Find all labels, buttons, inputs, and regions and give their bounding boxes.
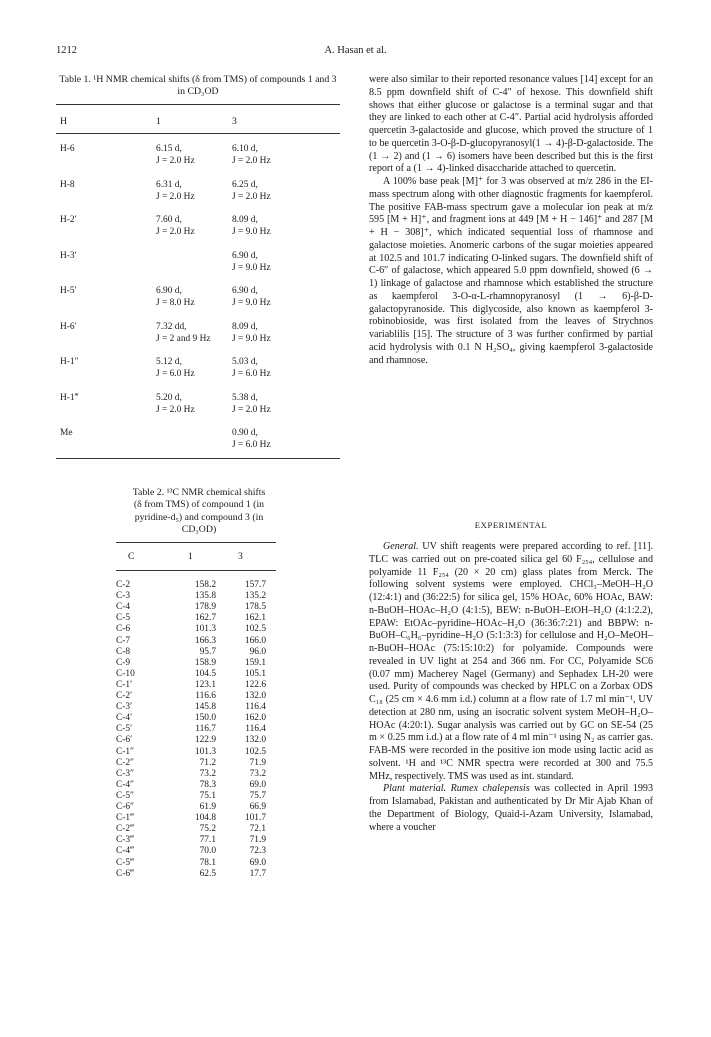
table2-cell-compound3: 162.1	[244, 613, 266, 624]
plant-label: Plant material.	[383, 783, 447, 795]
table2-cell-compound3: 105.1	[244, 668, 266, 679]
table2-row-label: C-1′	[116, 679, 133, 690]
table1-row-label: Me	[60, 428, 73, 438]
table1-cell-compound3: 5.38 d,	[232, 392, 258, 403]
table2-cell-compound3: 132.0	[244, 691, 266, 701]
table1-cell-compound1: J = 8.0 Hz	[156, 298, 195, 308]
table1-row-label: H-6′	[60, 321, 77, 332]
table2-cell-compound3: 69.0	[249, 857, 266, 868]
table2-row-label: C-2′	[116, 691, 133, 701]
table2-row-label: C-8	[116, 646, 131, 657]
table1-cell-compound1: 7.60 d,	[156, 215, 182, 225]
table2-caption	[116, 487, 282, 537]
table1-cell-compound3: J = 9.0 Hz	[232, 333, 271, 344]
table1-cell-compound3: 6.90 d,	[232, 250, 258, 261]
table2-cell-compound3: 116.4	[245, 702, 266, 713]
table2-header-rule	[116, 570, 276, 571]
table2-cell-compound3: 166.0	[244, 635, 266, 646]
table2-cell-compound1: 150.0	[194, 713, 216, 724]
table2-row-label: C-5′	[116, 724, 133, 735]
table2-cell-compound1: 178.9	[194, 602, 216, 613]
table2-caption-line: (δ from TMS) of compound 1 (in	[133, 499, 265, 511]
table2-cell-compound3: 178.5	[244, 602, 266, 613]
page-number: 1212	[56, 45, 77, 56]
body-text-right	[369, 74, 653, 367]
table2-col-3: 3	[238, 551, 243, 562]
table2-cell-compound1: 123.1	[194, 679, 216, 690]
table1-row-label: H-1″	[60, 357, 79, 367]
table1-cell-compound3: J = 6.0 Hz	[232, 440, 271, 450]
table2-cell-compound1: 158.2	[194, 580, 216, 590]
table2-cell-compound1: 77.1	[199, 835, 216, 846]
table2-row-label: C-2‴	[116, 824, 134, 835]
table2-cell-compound3: 72.1	[249, 824, 266, 835]
table2-row-label: C-6	[116, 624, 131, 635]
table2-cell-compound3: 73.2	[249, 768, 266, 779]
table2-cell-compound1: 104.8	[194, 813, 216, 824]
table2-cell-compound1: 70.0	[199, 846, 216, 857]
table2-cell-compound3: 101.7	[244, 813, 266, 824]
table2-cell-compound1: 62.5	[199, 868, 216, 879]
table1-cell-compound1: 6.31 d,	[156, 179, 182, 190]
table2-cell-compound1: 166.3	[194, 635, 216, 646]
table1-cell-compound3: 0.90 d,	[232, 428, 258, 438]
table1-row-label: H-6	[60, 144, 75, 154]
table1-cell-compound3: J = 6.0 Hz	[232, 369, 271, 379]
table1-cell-compound3: J = 2.0 Hz	[232, 191, 271, 202]
table2-col-c: C	[128, 551, 135, 562]
table2-cell-compound3: 66.9	[249, 802, 266, 812]
table1-cell-compound3: 8.09 d,	[232, 321, 258, 332]
table2-row-label: C-4′	[116, 713, 133, 724]
table1-col-h: H	[60, 116, 68, 127]
table2-cell-compound3: 72.3	[249, 846, 266, 857]
table1-cell-compound1: 5.12 d,	[156, 357, 182, 367]
table2-row-label: C-5″	[116, 790, 134, 801]
table2-cell-compound1: 162.7	[194, 613, 216, 624]
table2-row-label: C-4	[116, 602, 131, 613]
table2-cell-compound1: 158.9	[194, 657, 216, 668]
table2-cell-compound1: 95.7	[199, 646, 216, 657]
table2-cell-compound3: 157.7	[244, 580, 266, 590]
table1-top-rule	[56, 104, 340, 105]
table1-cell-compound1: J = 2 and 9 Hz	[156, 333, 211, 344]
table2-cell-compound1: 101.3	[194, 746, 216, 757]
table1-cell-compound1: 6.15 d,	[156, 144, 182, 154]
table1-cell-compound3: 6.25 d,	[232, 179, 258, 190]
table1-bottom-rule	[56, 458, 340, 459]
paragraph-para1: were also similar to their reported resonance values [14] except for an 8.5 ppm downfield shift of C-4″ of hexose. This downfield shift shows that either glucose or galactose is a terminal sugar and that they are linked to each other at C-4″. Partial acid hydrolysis afforded quercetin 3-galactoside and glucose, which proved the structure of 1 to be quercetin 3-O-β-D-glucopyranosyl(1 → 4)-β-D-galactoside. The (1 → 2) and (1 → 6) isomers have been described but this is the first report of a (1 → 4)-linked disaccharide attached to quercetin.	[369, 74, 653, 175]
table1-cell-compound3: J = 2.0 Hz	[232, 156, 271, 166]
table1-cell-compound1: J = 2.0 Hz	[156, 404, 195, 415]
table1-cell-compound3: 6.90 d,	[232, 286, 258, 296]
table1-cell-compound1: J = 2.0 Hz	[156, 156, 195, 166]
table2-row-label: C-5	[116, 613, 131, 624]
table1-cell-compound3: 8.09 d,	[232, 215, 258, 225]
table2-cell-compound3: 116.4	[245, 724, 266, 735]
table2-row-label: C-6′	[116, 735, 133, 746]
table2-row-label: C-5‴	[116, 857, 134, 868]
table2-row-label: C-3	[116, 591, 131, 602]
table1-col-3: 3	[232, 116, 237, 127]
table2-cell-compound1: 135.8	[194, 591, 216, 602]
table1-cell-compound3: J = 9.0 Hz	[232, 262, 271, 273]
general-text: UV shift reagents were prepared according to ref. [11]. TLC was carried out on pre-coated silica gel 60 F₂₅₄, cellulose and polyamide 11 F₂₅₄ (20 × 20 cm) glass plates from Merck. The following solvent systems were employed. CHCl₃–MeOH–H₂O (12:4:1) and (36:22:5) for silica gel, 15% HOAc, 60% HOAc, BAW: n-BuOH–HOAc–H₂O (4:1:5), BEW: n-BuOH–EtOH–H₂O (4:1:2.2), EPAW: EtOAc–pyridine–HOAc–H₂O (36:36:7:21) and BBPW: n-BuOH–C₆H₆–pyridine–H₂O (5:1:3:3) for cellulose and H₂O–MeOH–n-BuOH–HOAc (75:15:10:2) for polyamide. Compounds were revealed in UV light at 254 and 366 nm. For CC, Polyamide SC6 (0.07 mm) Macherey Nagel (Germany) and Sephadex LH-20 were used. Purity of compounds was checked by HPLC on a Zorbax ODS C₁₈ (25 cm × 4.6 mm i.d.) column at a flow rate of 1.7 ml min⁻¹, UV detection at 280 nm, using an isocratic solvent system MeOH–H₂O–HOAc (4:20:1). Sugar analysis was carried out by GC on SE-54 (25 m × 0.25 mm i.d.) at a flow rate of 4 ml min⁻¹ using N₂ as carrier gas. FAB-MS were recorded in the positive ion mode using lactic acid as solvent. ¹H and ¹³C NMR spectra were recorded at 300 and 75.5 MHz, respectively. TMS was used as int. standard.	[369, 541, 653, 782]
table2-caption-line: CD₃OD)	[181, 524, 217, 536]
paragraph-para2: A 100% base peak [M]⁺ for 3 was observed at m/z 286 in the EI-mass spectrum along with other diagnostic fragments for kaempferol. The positive FAB-mass spectrum gave a molecular ion peak at m/z 595 [M + H]⁺, and fragment ions at 449 [M + H − 146]⁺ and 287 [M + H − 308]⁺, which indicated sequential loss of rhamnose and galactose moieties. Anomeric carbons of the sugar moieties appeared at 102.5 and 101.7 indicating O-linked sugars. The downfield shift of C-6″ of galactose, which appeared 5.0 ppm downfield, showed (6 → 1) linkage of galactose and rhamnose which established the structure as kaempferol 3-O-α-L-rhamnopyranosyl (1 → 6)-β-D-galactopyranoside. This diglycoside, also known as kaempferol 3-robinobioside, was first isolated from the leaves of Strychnos variablilis [15]. The structure of 3 was further confirmed by partial acid hydrolysis with 0.1 N H₂SO₄, giving kaempferol 3-galactoside and rhamnose.	[369, 176, 653, 366]
table1-cell-compound3: 6.10 d,	[232, 144, 258, 154]
table1-row-label: H-3′	[60, 250, 77, 261]
table2-row-label: C-7	[116, 635, 131, 646]
table2-cell-compound1: 75.2	[199, 824, 216, 835]
plant-species: Rumex chalepensis	[450, 783, 530, 795]
plant-text: was collected in April 1993 from Islamabad, Pakistan and authenticated by Dr Mir Ajab Khan of the Department of Biology, Quaid-i-Azam University, Islamabad, where a voucher	[369, 783, 653, 833]
table2-cell-compound3: 17.7	[249, 868, 266, 879]
table2-cell-compound3: 102.5	[244, 624, 266, 635]
table2-cell-compound3: 71.9	[249, 835, 266, 846]
table2-cell-compound3: 162.0	[244, 713, 266, 724]
table1-cell-compound3: 5.03 d,	[232, 357, 258, 367]
table2-cell-compound1: 116.7	[195, 724, 216, 735]
table2-cell-compound1: 145.8	[194, 702, 216, 713]
table2-cell-compound1: 116.6	[195, 691, 216, 701]
table2-col-1: 1	[188, 551, 193, 562]
table2-cell-compound3: 71.9	[249, 757, 266, 768]
table2-row-label: C-3′	[116, 702, 133, 713]
table2-row-label: C-1″	[116, 746, 134, 757]
table2-row-label: C-6″	[116, 802, 134, 812]
table2-cell-compound3: 69.0	[249, 779, 266, 790]
table2-cell-compound1: 71.2	[199, 757, 216, 768]
table2-cell-compound3: 135.2	[244, 591, 266, 602]
table1-row-label: H-2′	[60, 215, 77, 225]
table1-caption: Table 1. ¹H NMR chemical shifts (δ from TMS) of compounds 1 and 3 in CD₃OD	[59, 74, 337, 98]
table2-cell-compound3: 122.6	[244, 679, 266, 690]
table2-cell-compound3: 132.0	[244, 735, 266, 746]
table2-cell-compound1: 61.9	[199, 802, 216, 812]
table1-cell-compound1: 5.20 d,	[156, 392, 182, 403]
table2-cell-compound3: 159.1	[244, 657, 266, 668]
table2-row-label: C-2	[116, 580, 131, 590]
table2-row-label: C-9	[116, 657, 131, 668]
table2-cell-compound3: 75.7	[249, 790, 266, 801]
general-label: General.	[383, 541, 419, 552]
experimental-text	[369, 541, 653, 834]
experimental-heading: EXPERIMENTAL	[474, 520, 548, 530]
table1-cell-compound3: J = 9.0 Hz	[232, 298, 271, 308]
table2-cell-compound1: 104.5	[194, 668, 216, 679]
running-head: A. Hasan et al.	[324, 45, 387, 56]
table2-row-label: C-10	[116, 668, 135, 679]
table1-cell-compound1: 6.90 d,	[156, 286, 182, 296]
table1-header-rule	[56, 133, 340, 134]
table2-cell-compound1: 78.3	[199, 779, 216, 790]
table1-row-label: H-1‴	[60, 392, 79, 403]
table2-row-label: C-1‴	[116, 813, 134, 824]
table2-row-label: C-6‴	[116, 868, 134, 879]
table2-row-label: C-4″	[116, 779, 134, 790]
table2-row-label: C-3″	[116, 768, 134, 779]
table1-cell-compound3: J = 9.0 Hz	[232, 227, 271, 237]
table1-row-label: H-8	[60, 179, 75, 190]
table1-cell-compound1: 7.32 dd,	[156, 321, 187, 332]
table1-cell-compound1: J = 2.0 Hz	[156, 227, 195, 237]
table2-cell-compound1: 78.1	[199, 857, 216, 868]
table1-cell-compound3: J = 2.0 Hz	[232, 404, 271, 415]
table2-row-label: C-3‴	[116, 835, 134, 846]
table1-cell-compound1: J = 6.0 Hz	[156, 369, 195, 379]
table2-cell-compound3: 96.0	[249, 646, 266, 657]
table2-row-label: C-2″	[116, 757, 134, 768]
table2-caption-line: Table 2. ¹³C NMR chemical shifts	[132, 487, 266, 498]
table2-cell-compound1: 73.2	[199, 768, 216, 779]
table2-row-label: C-4‴	[116, 846, 134, 857]
table1-col-1: 1	[156, 116, 161, 127]
table2-cell-compound1: 75.1	[199, 790, 216, 801]
table2-cell-compound1: 101.3	[194, 624, 216, 635]
table1-cell-compound1: J = 2.0 Hz	[156, 191, 195, 202]
table2-cell-compound1: 122.9	[194, 735, 216, 746]
table1-row-label: H-5′	[60, 286, 77, 296]
table2-top-rule	[116, 542, 276, 543]
table2-cell-compound3: 102.5	[244, 746, 266, 757]
table2-caption-line: pyridine-d₅) and compound 3 (in	[134, 511, 264, 523]
